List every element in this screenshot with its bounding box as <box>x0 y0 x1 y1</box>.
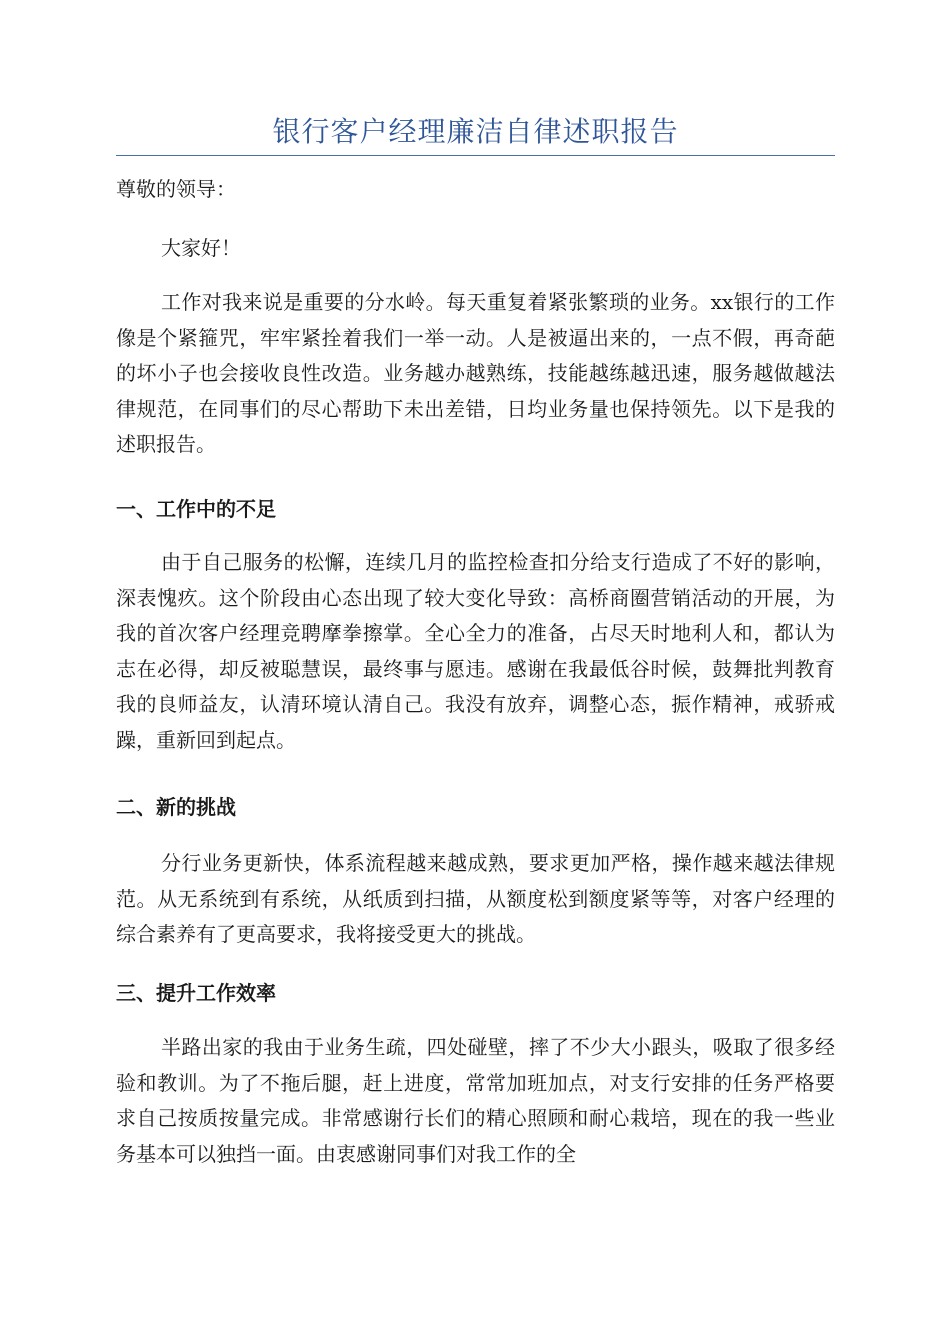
salutation: 尊敬的领导： <box>116 177 236 201</box>
title-underline <box>116 155 835 156</box>
section-heading-shortcomings: 一、工作中的不足 <box>116 497 276 521</box>
intro-paragraph: 工作对我来说是重要的分水岭。每天重复着紧张繁琐的业务。xx银行的工作像是个紧箍咒，牢牢紧拴着我们一举一动。人是被逼出来的，一点不假，再奇葩的坏小子也会接收良性改造。业务越办越熟练，技能越练越迅速，服务越做越法律规范，在同事们的尽心帮助下未出差错，日均业务量也保持领先。以下是我的述职报告。 <box>116 290 835 456</box>
section-body-shortcomings: 由于自己服务的松懈，连续几月的监控检查扣分给支行造成了不好的影响，深表愧疚。这个阶段由心态出现了较大变化导致：高桥商圈营销活动的开展，为我的首次客户经理竞聘摩拳擦掌。全心全力的准备，占尽天时地利人和，都认为志在必得，却反被聪慧误，最终事与愿违。感谢在我最低谷时候，鼓舞批判教育我的良师益友，认清环境认清自己。我没有放弃，调整心态，振作精神，戒骄戒躁，重新回到起点。 <box>116 550 835 752</box>
section-heading-efficiency: 三、提升工作效率 <box>116 981 276 1005</box>
section-body-challenges: 分行业务更新快，体系流程越来越成熟，要求更加严格，操作越来越法律规范。从无系统到有系统，从纸质到扫描，从额度松到额度紧等等，对客户经理的综合素养有了更高要求，我将接受更大的挑战。 <box>116 851 835 946</box>
greeting: 大家好！ <box>161 236 241 260</box>
section-heading-challenges: 二、新的挑战 <box>116 795 236 819</box>
section-body-efficiency: 半路出家的我由于业务生疏，四处碰壁，摔了不少大小跟头，吸取了很多经验和教训。为了不拖后腿，赶上进度，常常加班加点，对支行安排的任务严格要求自己按质按量完成。非常感谢行长们的精心照顾和耐心栽培，现在的我一些业务基本可以独挡一面。由衷感谢同事们对我工作的全 <box>116 1035 835 1166</box>
page-title: 银行客户经理廉洁自律述职报告 <box>272 115 679 148</box>
